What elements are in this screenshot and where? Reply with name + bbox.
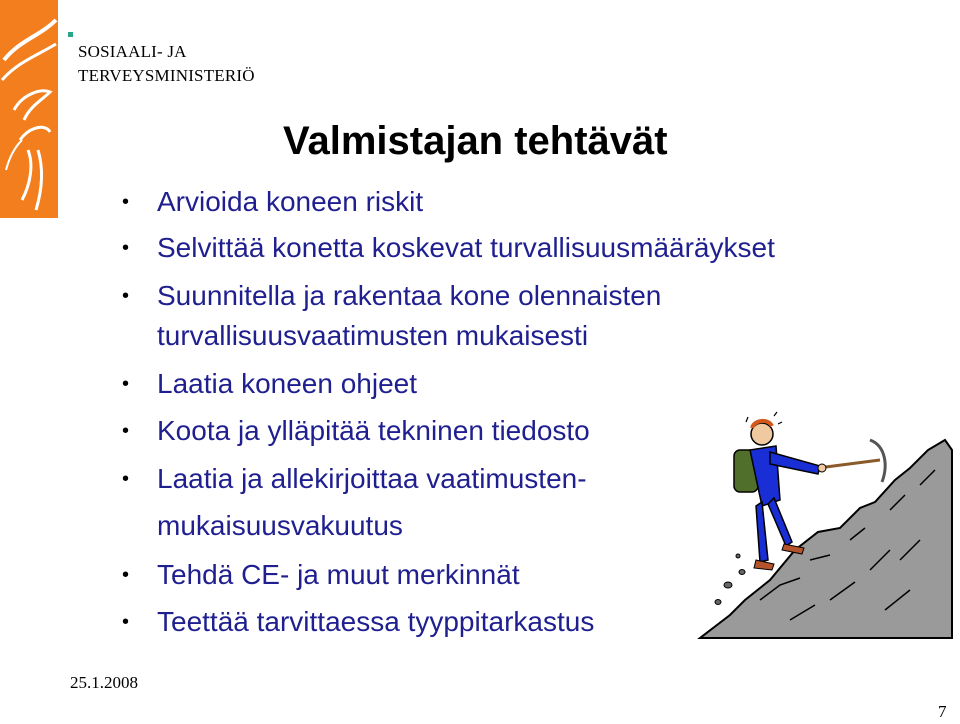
bullet-item: Laatia ja allekirjoittaa vaatimusten- [157, 463, 587, 494]
bullet-marker: • [122, 611, 130, 633]
bullet-item: Koota ja ylläpitää tekninen tiedosto [157, 415, 590, 446]
bullet-item-continuation: mukaisuusvakuutus [157, 510, 403, 541]
bullet-marker: • [122, 373, 130, 395]
bullet-marker: • [122, 564, 130, 586]
bullet-marker: • [122, 420, 130, 442]
ministry-name [78, 40, 255, 88]
page-number: 7 [938, 702, 947, 721]
ministry-line-2: TERVEYSMINISTERIÖ [78, 66, 255, 85]
bullet-marker: • [122, 237, 130, 259]
ministry-logo-icon [0, 0, 58, 218]
bullet-item: Suunnitella ja rakentaa kone olennaisten [157, 280, 662, 311]
bullet-marker: • [122, 468, 130, 490]
mountain-climber-illustration [690, 410, 960, 650]
ministry-accent-square [68, 32, 73, 37]
bullet-item-continuation: turvallisuusvaatimusten mukaisesti [157, 320, 589, 351]
slide-title: Valmistajan tehtävät [283, 119, 668, 163]
bullet-item: Tehdä CE- ja muut merkinnät [157, 559, 520, 590]
ministry-line-1: SOSIAALI- JA [78, 42, 187, 61]
footer-date: 25.1.2008 [70, 673, 138, 692]
bullet-item: Laatia koneen ohjeet [157, 368, 417, 399]
bullet-marker: • [122, 285, 130, 307]
bullet-marker: • [122, 191, 130, 213]
bullet-item: Arvioida koneen riskit [157, 186, 424, 217]
bullet-item: Teettää tarvittaessa tyyppitarkastus [157, 606, 595, 637]
bullet-item: Selvittää konetta koskevat turvallisuusmääräykset [157, 232, 775, 263]
